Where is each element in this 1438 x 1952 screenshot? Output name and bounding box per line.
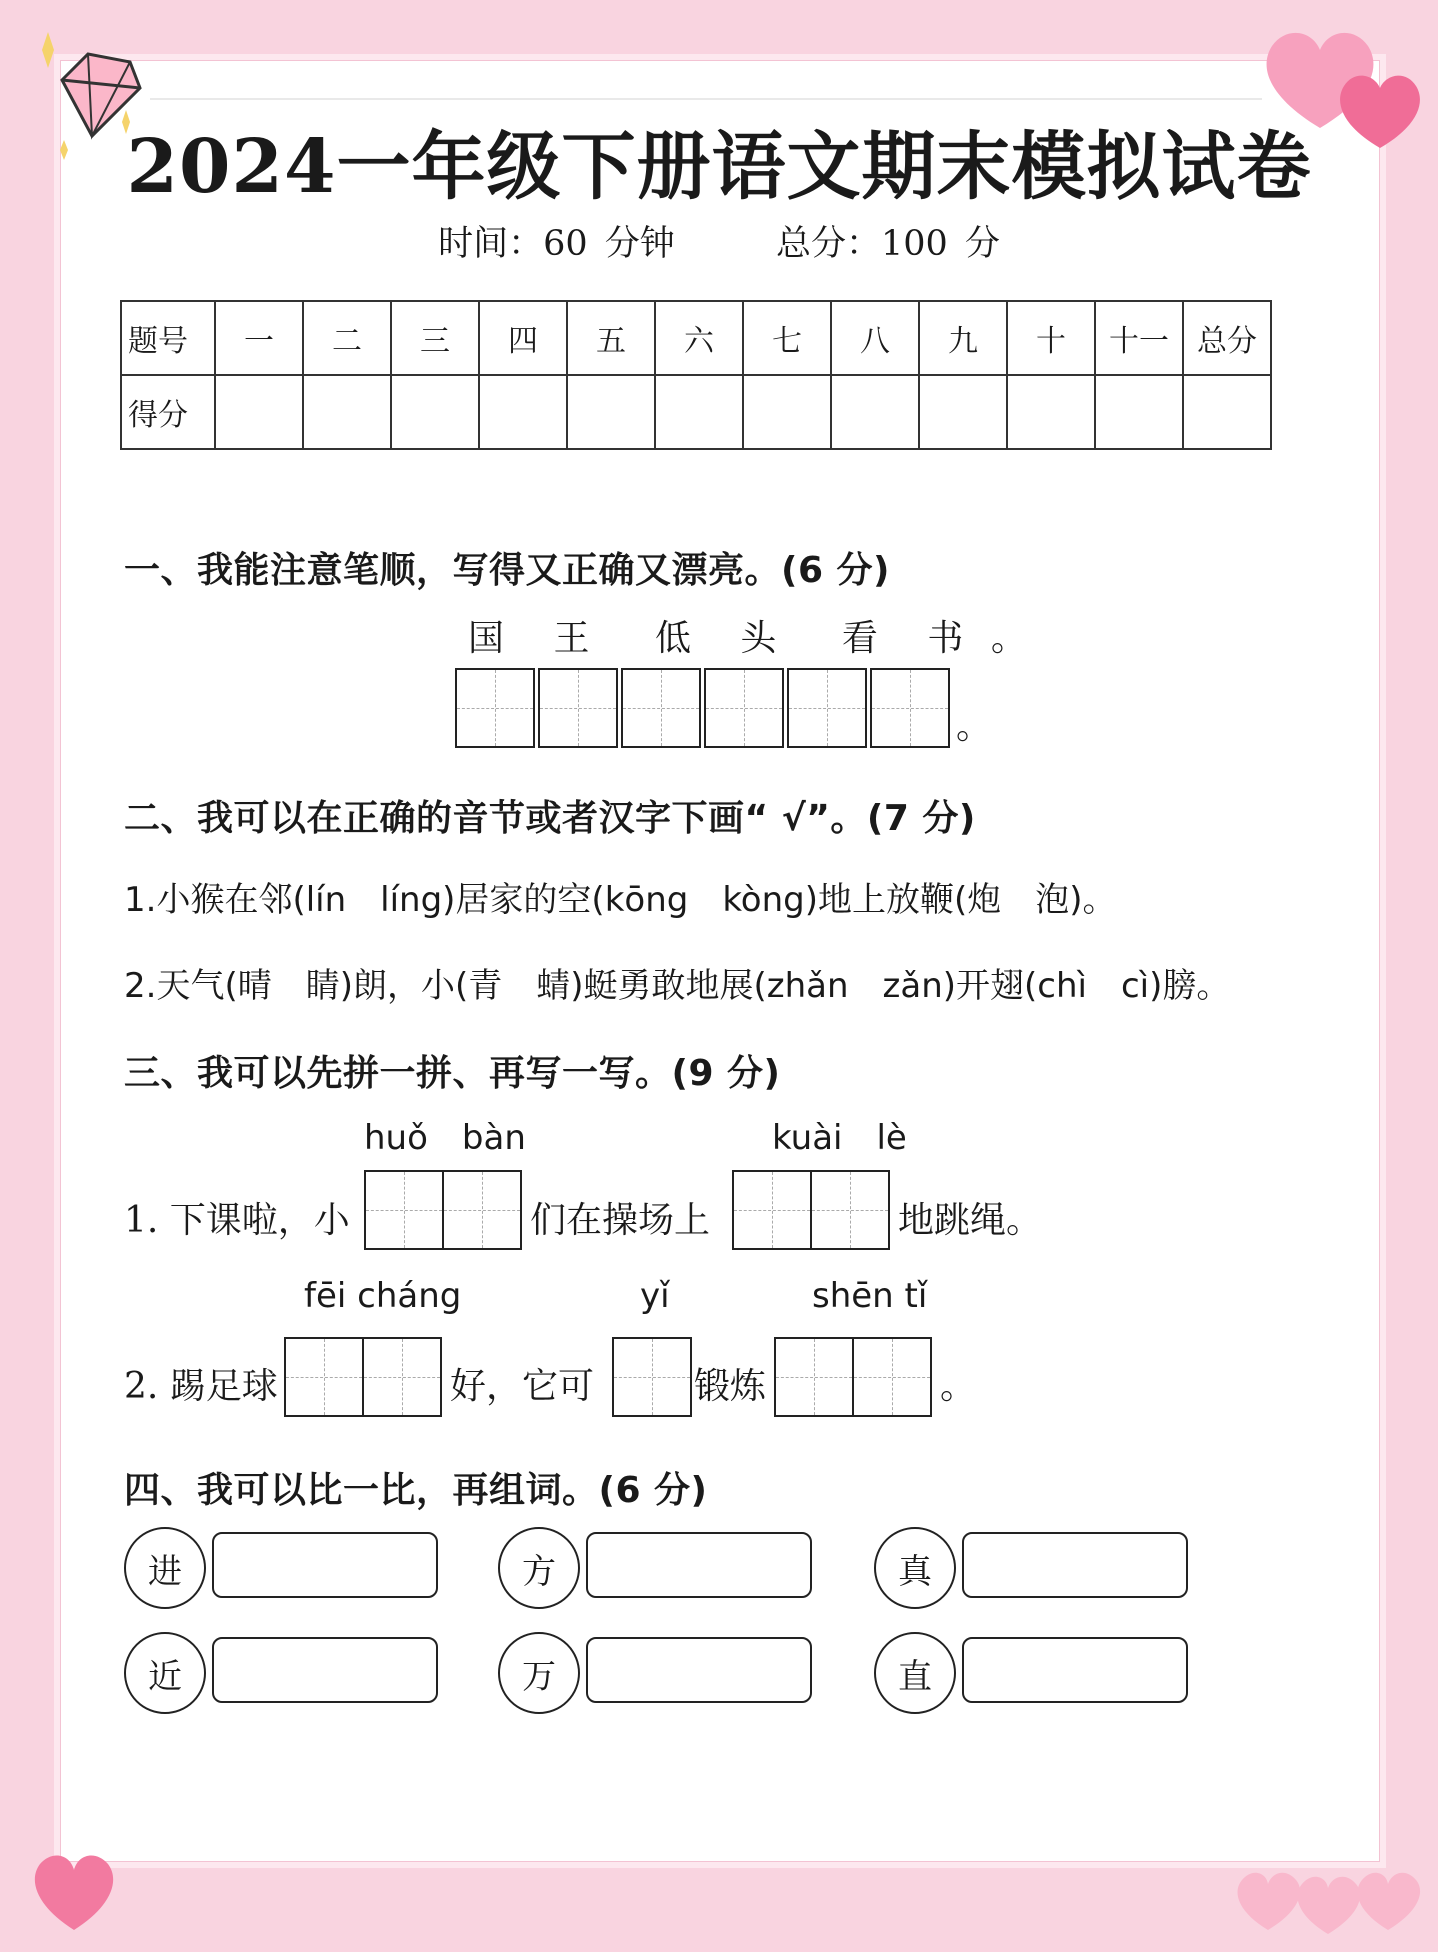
- writing-grid-s3b: [732, 1170, 890, 1250]
- table-cell: 七: [743, 301, 831, 375]
- writing-cell[interactable]: [362, 1337, 442, 1417]
- s2-question-1: 1.小猴在邻(lín líng)居家的空(kōng kòng)地上放鞭(炮 泡)。: [124, 880, 1117, 920]
- table-cell: 十: [1007, 301, 1095, 375]
- s3-q2-post: 。: [940, 1366, 977, 1407]
- exam-info: [0, 216, 1438, 266]
- s3-q2-mid1: 好，它可: [450, 1366, 595, 1407]
- s3-q2-pre: 2. 踢足球: [124, 1366, 278, 1407]
- char: 书: [927, 618, 966, 659]
- pinyin-label: shēn tǐ: [812, 1276, 928, 1316]
- writing-cell[interactable]: [704, 668, 784, 748]
- writing-cell[interactable]: [364, 1170, 444, 1250]
- score-cell[interactable]: [303, 375, 391, 449]
- score-cell[interactable]: [919, 375, 1007, 449]
- word-answer-box[interactable]: [586, 1637, 812, 1703]
- score-cell[interactable]: [1183, 375, 1271, 449]
- total-score: 总分：100 分: [775, 224, 1000, 264]
- score-table-header-row: [121, 301, 1271, 375]
- writing-cell[interactable]: [852, 1337, 932, 1417]
- score-cell[interactable]: [743, 375, 831, 449]
- compare-char: 真: [874, 1527, 956, 1609]
- compare-char: 方: [498, 1527, 580, 1609]
- writing-grid-s1: [455, 668, 950, 748]
- score-cell[interactable]: [567, 375, 655, 449]
- table-cell: 九: [919, 301, 1007, 375]
- compare-char: 直: [874, 1632, 956, 1714]
- table-cell: 八: [831, 301, 919, 375]
- top-rule: [150, 98, 1262, 100]
- table-cell: 总分: [1183, 301, 1271, 375]
- score-table: [120, 300, 1272, 450]
- char: 国: [468, 618, 507, 659]
- pinyin-label: yǐ: [640, 1276, 670, 1316]
- writing-cell[interactable]: [810, 1170, 890, 1250]
- compare-char: 进: [124, 1527, 206, 1609]
- writing-cell[interactable]: [538, 668, 618, 748]
- score-cell[interactable]: [1007, 375, 1095, 449]
- char: 看: [841, 618, 880, 659]
- end-mark: 。: [956, 706, 993, 747]
- score-cell[interactable]: [391, 375, 479, 449]
- heart-icon: [24, 1840, 124, 1940]
- s3-q2-mid2: 锻炼: [694, 1366, 767, 1407]
- word-answer-box[interactable]: [962, 1532, 1188, 1598]
- table-cell: 五: [567, 301, 655, 375]
- writing-cell[interactable]: [870, 668, 950, 748]
- score-cell[interactable]: [479, 375, 567, 449]
- copy-sentence: [468, 610, 1029, 661]
- section-3-heading: 三、我可以先拼一拼、再写一写。(9 分): [124, 1053, 781, 1094]
- score-cell[interactable]: [215, 375, 303, 449]
- table-cell: 十一: [1095, 301, 1183, 375]
- compare-char: 万: [498, 1632, 580, 1714]
- section-4-heading: 四、我可以比一比，再组词。(6 分): [124, 1470, 708, 1511]
- writing-grid-s3e: [774, 1337, 932, 1417]
- page-title: 2024一年级下册语文期末模拟试卷: [126, 124, 1312, 210]
- score-cell[interactable]: [831, 375, 919, 449]
- char: 王: [553, 618, 592, 659]
- writing-cell[interactable]: [787, 668, 867, 748]
- time-limit: 时间：60 分钟: [438, 224, 675, 264]
- word-answer-box[interactable]: [962, 1637, 1188, 1703]
- writing-cell[interactable]: [732, 1170, 812, 1250]
- hearts-icon-bottom: [1228, 1850, 1428, 1940]
- writing-cell[interactable]: [284, 1337, 364, 1417]
- writing-cell[interactable]: [455, 668, 535, 748]
- writing-cell[interactable]: [442, 1170, 522, 1250]
- section-1-heading: 一、我能注意笔顺，写得又正确又漂亮。(6 分): [124, 550, 890, 591]
- char: 。: [990, 618, 1029, 659]
- pinyin-label: kuài lè: [772, 1118, 907, 1158]
- table-cell: 得分: [121, 375, 215, 449]
- char: 头: [740, 618, 779, 659]
- score-table-score-row: [121, 375, 1271, 449]
- char: 低: [654, 618, 693, 659]
- table-cell: 三: [391, 301, 479, 375]
- score-cell[interactable]: [655, 375, 743, 449]
- writing-cell[interactable]: [612, 1337, 692, 1417]
- writing-grid-s3d: [612, 1337, 692, 1417]
- pinyin-label: huǒ bàn: [364, 1118, 526, 1158]
- writing-grid-s3a: [364, 1170, 522, 1250]
- table-cell: 四: [479, 301, 567, 375]
- s3-q1-mid: 们在操场上: [530, 1200, 711, 1241]
- table-cell: 题号: [121, 301, 215, 375]
- s2-question-2: 2.天气(晴 睛)朗，小(青 蜻)蜓勇敢地展(zhǎn zǎn)开翅(chì cì)膀。: [124, 966, 1231, 1006]
- section-2-heading: 二、我可以在正确的音节或者汉字下画“ √”。(7 分): [124, 798, 976, 839]
- table-cell: 六: [655, 301, 743, 375]
- word-answer-box[interactable]: [212, 1637, 438, 1703]
- word-answer-box[interactable]: [586, 1532, 812, 1598]
- score-cell[interactable]: [1095, 375, 1183, 449]
- compare-char: 近: [124, 1632, 206, 1714]
- word-answer-box[interactable]: [212, 1532, 438, 1598]
- pinyin-label: fēi cháng: [304, 1276, 462, 1316]
- table-cell: 二: [303, 301, 391, 375]
- writing-cell[interactable]: [774, 1337, 854, 1417]
- s3-q1-pre: 1. 下课啦，小: [124, 1200, 350, 1241]
- table-cell: 一: [215, 301, 303, 375]
- s3-q1-post: 地跳绳。: [898, 1200, 1043, 1241]
- writing-grid-s3c: [284, 1337, 442, 1417]
- writing-cell[interactable]: [621, 668, 701, 748]
